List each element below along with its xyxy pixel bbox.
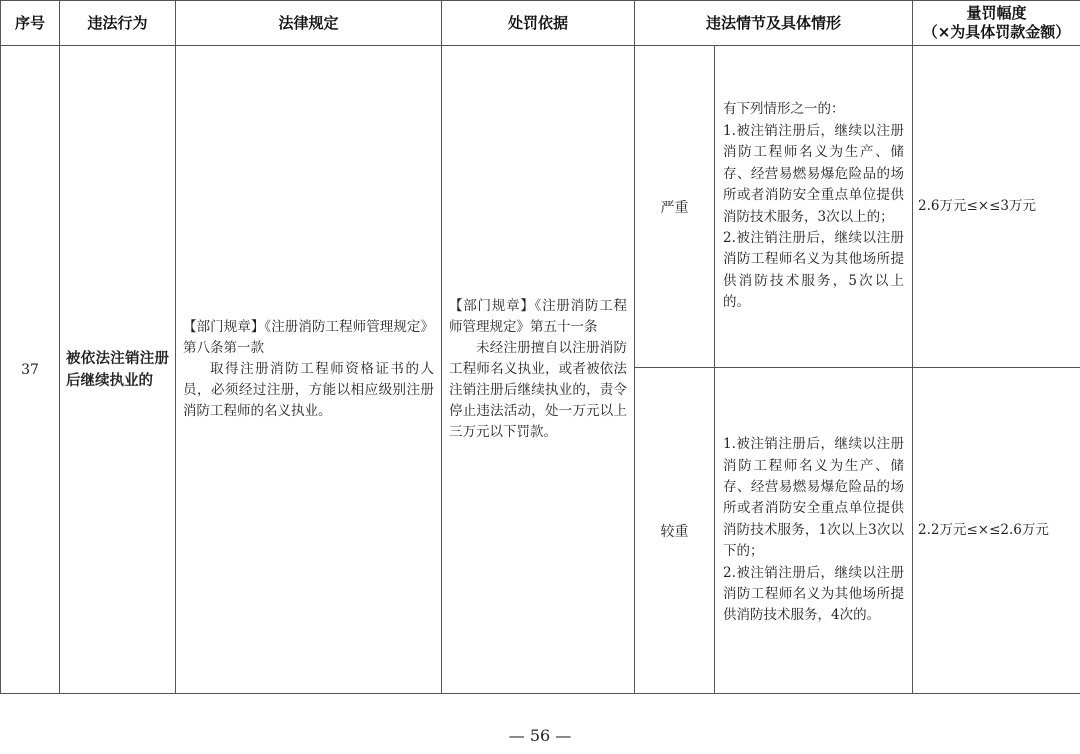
header-act: 违法行为	[60, 1, 176, 46]
severe-line-1: 1.被注销注册后，继续以注册消防工程师名义为生产、储存、经营易燃易爆危险品的场所或者消防安全重点单位提供消防技术服务，3次以上的；	[723, 122, 905, 225]
serious-line-1: 2.被注销注册后，继续以注册消防工程师名义为其他场所提供消防技术服务，4次的。	[723, 564, 905, 624]
range-severe: 2.6万元≤×≤3万元	[913, 46, 1080, 368]
header-row	[1, 1, 1080, 46]
row-seq: 37	[1, 46, 60, 694]
row-basis	[442, 46, 635, 694]
level-severe: 严重	[635, 46, 715, 368]
page-number: — 56 —	[508, 726, 572, 745]
table-row-severe	[1, 46, 1080, 368]
header-seq: 序号	[1, 1, 60, 46]
header-basis: 处罚依据	[442, 1, 635, 46]
header-range-line2: （×为具体罚款金额）	[922, 23, 1071, 41]
law-title: 【部门规章】《注册消防工程师管理规定》第八条第一款	[183, 319, 434, 356]
row-law	[176, 46, 442, 694]
header-range-line1: 量罚幅度	[966, 4, 1027, 22]
level-serious: 较重	[635, 368, 715, 694]
law-body: 取得注册消防工程师资格证书的人员，必须经过注册，方能以相应级别注册消防工程师的名义执业。	[183, 361, 434, 419]
header-law: 法律规定	[176, 1, 442, 46]
serious-line-0: 1.被注销注册后，继续以注册消防工程师名义为生产、储存、经营易燃易爆危险品的场所或者消防安全重点单位提供消防技术服务，1次以上3次以下的；	[723, 436, 905, 560]
detail-serious	[715, 368, 913, 694]
basis-body: 未经注册擅自以注册消防工程师名义执业，或者被依法注销注册后继续执业的，责令停止违法活动，处一万元以上三万元以下罚款。	[449, 340, 627, 440]
header-range	[913, 1, 1080, 46]
basis-title: 【部门规章】《注册消防工程师管理规定》第五十一条	[449, 298, 627, 335]
header-circumstance: 违法情节及具体情形	[635, 1, 913, 46]
range-serious: 2.2万元≤×≤2.6万元	[913, 368, 1080, 694]
detail-severe	[715, 46, 913, 368]
severe-line-2: 2.被注销注册后，继续以注册消防工程师名义为其他场所提供消防技术服务，5次以上的。	[723, 229, 905, 311]
severe-line-0: 有下列情形之一的：	[723, 101, 845, 118]
row-act: 被依法注销注册后继续执业的	[60, 46, 176, 694]
